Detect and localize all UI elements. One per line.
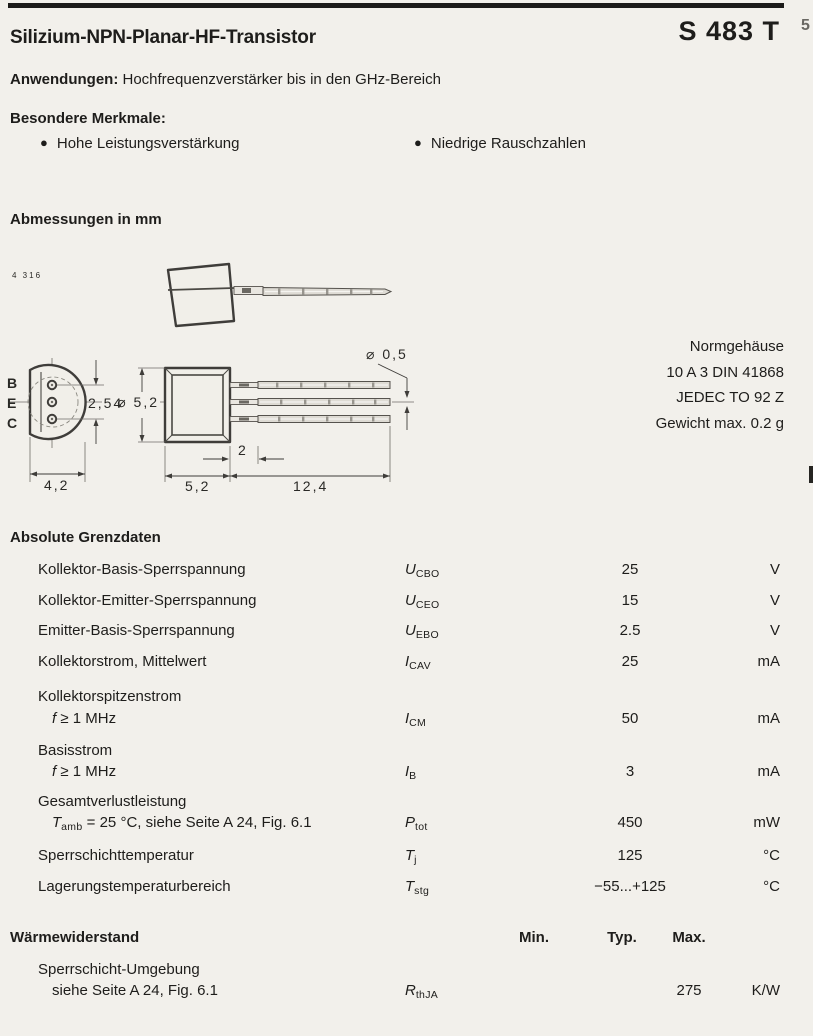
table-row [0,653,813,670]
thermal-heading: Wärmewiderstand [10,929,140,946]
param-unit: mW [753,814,780,831]
param-value: 3 [625,763,635,780]
lead-bottom [230,416,390,423]
pin-label-b: B [7,375,18,391]
table-row [0,592,813,609]
param-name: Lagerungstemperaturbereich [38,878,231,895]
table-row [0,961,813,978]
param-unit: mA [757,710,780,727]
page-edge-artifact: 5 [801,17,810,34]
pin-label-c: C [7,415,18,431]
package-front-view [117,346,414,494]
feature-label: Niedrige Rauschzahlen [430,135,586,152]
pin-b [48,381,56,389]
param-condition: $T_{amb} = 25$ °C, siehe Seite A 24, Fig. 6.1 [52,814,312,833]
applications-text: Hochfrequenzverstärker bis in den GHz-Bereich [122,71,441,88]
dim-lead-length: 12,4 [293,478,329,494]
param-symbol: $I_{CM}$ [405,710,427,729]
param-condition: siehe Seite A 24, Fig. 6.1 [52,982,218,999]
dim-stub-length: 2 [238,442,248,458]
dim-flat-width: 4,2 [44,477,70,493]
param-name: Kollektor-Emitter-Sperrspannung [38,592,257,609]
table-row [0,561,813,578]
package-side-view [168,264,391,326]
pin-label-e: E [7,395,17,411]
col-header-typ: Typ. [607,929,637,946]
case-info-line: JEDEC TO 92 Z [676,389,784,406]
dimensions-heading: Abmessungen in mm [10,211,162,228]
table-row [0,742,813,759]
param-value: 50 [621,710,639,727]
param-unit: mA [757,763,780,780]
pin-e [48,398,56,406]
bullet-icon: ● [40,135,48,150]
table-row [0,982,813,999]
param-condition: f ≥ 1 MHz [52,710,117,727]
feature-item [414,136,586,152]
col-header-min: Min. [519,929,549,946]
table-row [0,763,813,780]
param-unit: V [769,622,780,639]
thermal-header-row [0,929,813,946]
param-symbol: $P_{tot}$ [405,814,428,833]
table-row [0,793,813,810]
param-name: Kollektorspitzenstrom [38,688,182,705]
dim-lead-diameter: ⌀ 0,5 [366,346,408,362]
param-symbol: $U_{EBO}$ [405,622,439,641]
case-info-line: Normgehäuse [689,338,784,355]
bullet-icon: ● [414,135,422,150]
top-rule [8,3,784,8]
dim-pitch: 2,54 [88,395,124,411]
part-number: S 483 T [678,16,780,46]
applications-label: Anwendungen: [10,71,119,88]
param-symbol: $T_{stg}$ [405,878,430,897]
package-bottom-view [7,358,123,493]
param-symbol: $T_j$ [405,847,417,866]
pin-c [48,415,56,423]
param-unit: °C [763,847,780,864]
param-name: Emitter-Basis-Sperrspannung [38,622,235,639]
param-max-value: 275 [676,982,702,999]
param-unit: V [769,592,780,609]
param-value: 15 [621,592,639,609]
param-value: 25 [621,561,639,578]
param-value: −55...+125 [594,878,666,895]
param-condition: f ≥ 1 MHz [52,763,117,780]
table-row [0,814,813,831]
param-value: 25 [621,653,639,670]
param-name: Kollektorstrom, Mittelwert [38,653,207,670]
param-symbol: $U_{CEO}$ [405,592,440,611]
dim-body-width: 5,2 [185,478,211,494]
case-info [656,334,784,436]
case-info-line: Gewicht max. 0.2 g [655,414,784,432]
applications-line [10,72,441,88]
param-unit: °C [763,878,780,895]
lead-top [230,382,390,389]
table-row [0,847,813,864]
param-unit: K/W [751,982,780,999]
page-title: Silizium-NPN-Planar-HF-Transistor [10,27,316,48]
param-value: 2.5 [619,622,641,639]
param-value: 450 [617,814,643,831]
features-heading: Besondere Merkmale: [10,110,166,127]
feature-label: Hohe Leistungsverstärkung [56,135,240,152]
table-row [0,710,813,727]
param-name: Sperrschichttemperatur [38,847,194,864]
ratings-heading: Absolute Grenzdaten [10,529,161,546]
table-row [0,878,813,895]
param-name: Basisstrom [38,742,113,759]
col-header-max: Max. [672,929,706,946]
param-unit: V [769,561,780,578]
param-symbol: $U_{CBO}$ [405,561,440,580]
dim-diameter: ⌀ 5,2 [117,394,159,410]
param-symbol: $R_{thJA}$ [405,982,439,1001]
param-name: Kollektor-Basis-Sperrspannung [38,561,246,578]
param-symbol: $I_{CAV}$ [405,653,431,672]
feature-item [40,136,239,152]
table-row [0,622,813,639]
param-unit: mA [757,653,780,670]
drawing-number: 4 316 [12,271,43,280]
lead-middle [230,399,390,406]
case-info-line: 10 A 3 DIN 41868 [666,363,784,381]
table-row [0,688,813,705]
param-name: Gesamtverlustleistung [38,793,187,810]
param-name: Sperrschicht-Umgebung [38,961,200,978]
param-symbol: $I_B$ [405,763,417,782]
param-value: 125 [617,847,643,864]
